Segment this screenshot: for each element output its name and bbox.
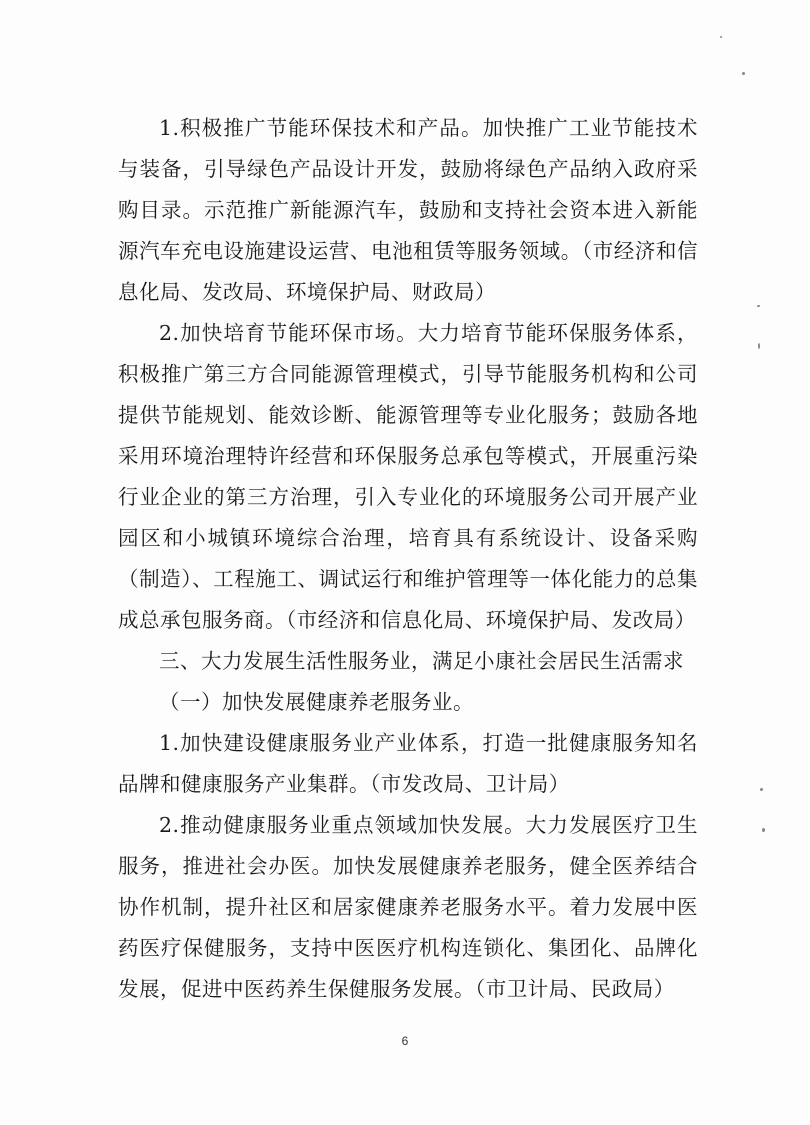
paragraph-health-priority: 2.推动健康服务业重点领域加快发展。大力发展医疗卫生服务，推进社会办医。加快发展健康养老服务，健全医养结合协作机制，提升社区和居家健康养老服务水平。着力发展中医药医疗保健服务，支持中医医疗机构连锁化、集团化、品牌化发展，促进中医药养生保健服务发展。（市卫计局、民政局） — [118, 813, 698, 1001]
scan-speck — [757, 305, 760, 307]
section-heading-3: 三、大力发展生活性服务业，满足小康社会居民生活需求 — [159, 649, 684, 673]
paragraph-health-system: 1.加快建设健康服务业产业体系，打造一批健康服务知名品牌和健康服务产业集群。（市发改局、卫计局） — [118, 731, 698, 796]
page-number: 6 — [401, 1034, 409, 1048]
scan-speck — [762, 828, 765, 832]
subsection-heading-1: （一）加快发展健康养老服务业。 — [159, 690, 474, 714]
scan-speck — [760, 788, 763, 791]
scan-speck — [758, 343, 760, 349]
scan-speck — [742, 72, 745, 75]
document-body — [118, 108, 698, 1010]
paragraph-energy-market: 2.加快培育节能环保市场。大力培育节能环保服务体系，积极推广第三方合同能源管理模式，引导节能服务机构和公司提供节能规划、能效诊断、能源管理等专业化服务；鼓励各地采用环境治理特许经营和环保服务总承包等模式，开展重污染行业企业的第三方治理，引入专业化的环境服务公司开展产业园区和小城镇环境综合治理，培育具有系统设计、设备采购（制造）、工程施工、调试运行和维护管理等一体化能力的总集成总承包服务商。（市经济和信息化局、环境保护局、发改局） — [118, 321, 698, 632]
scan-speck — [720, 36, 722, 38]
paragraph-energy-tech: 1.积极推广节能环保技术和产品。加快推广工业节能技术与装备，引导绿色产品设计开发，鼓励将绿色产品纳入政府采购目录。示范推广新能源汽车，鼓励和支持社会资本进入新能源汽车充电设施建设运营、电池租赁等服务领域。（市经济和信息化局、发改局、环境保护局、财政局） — [118, 116, 698, 304]
